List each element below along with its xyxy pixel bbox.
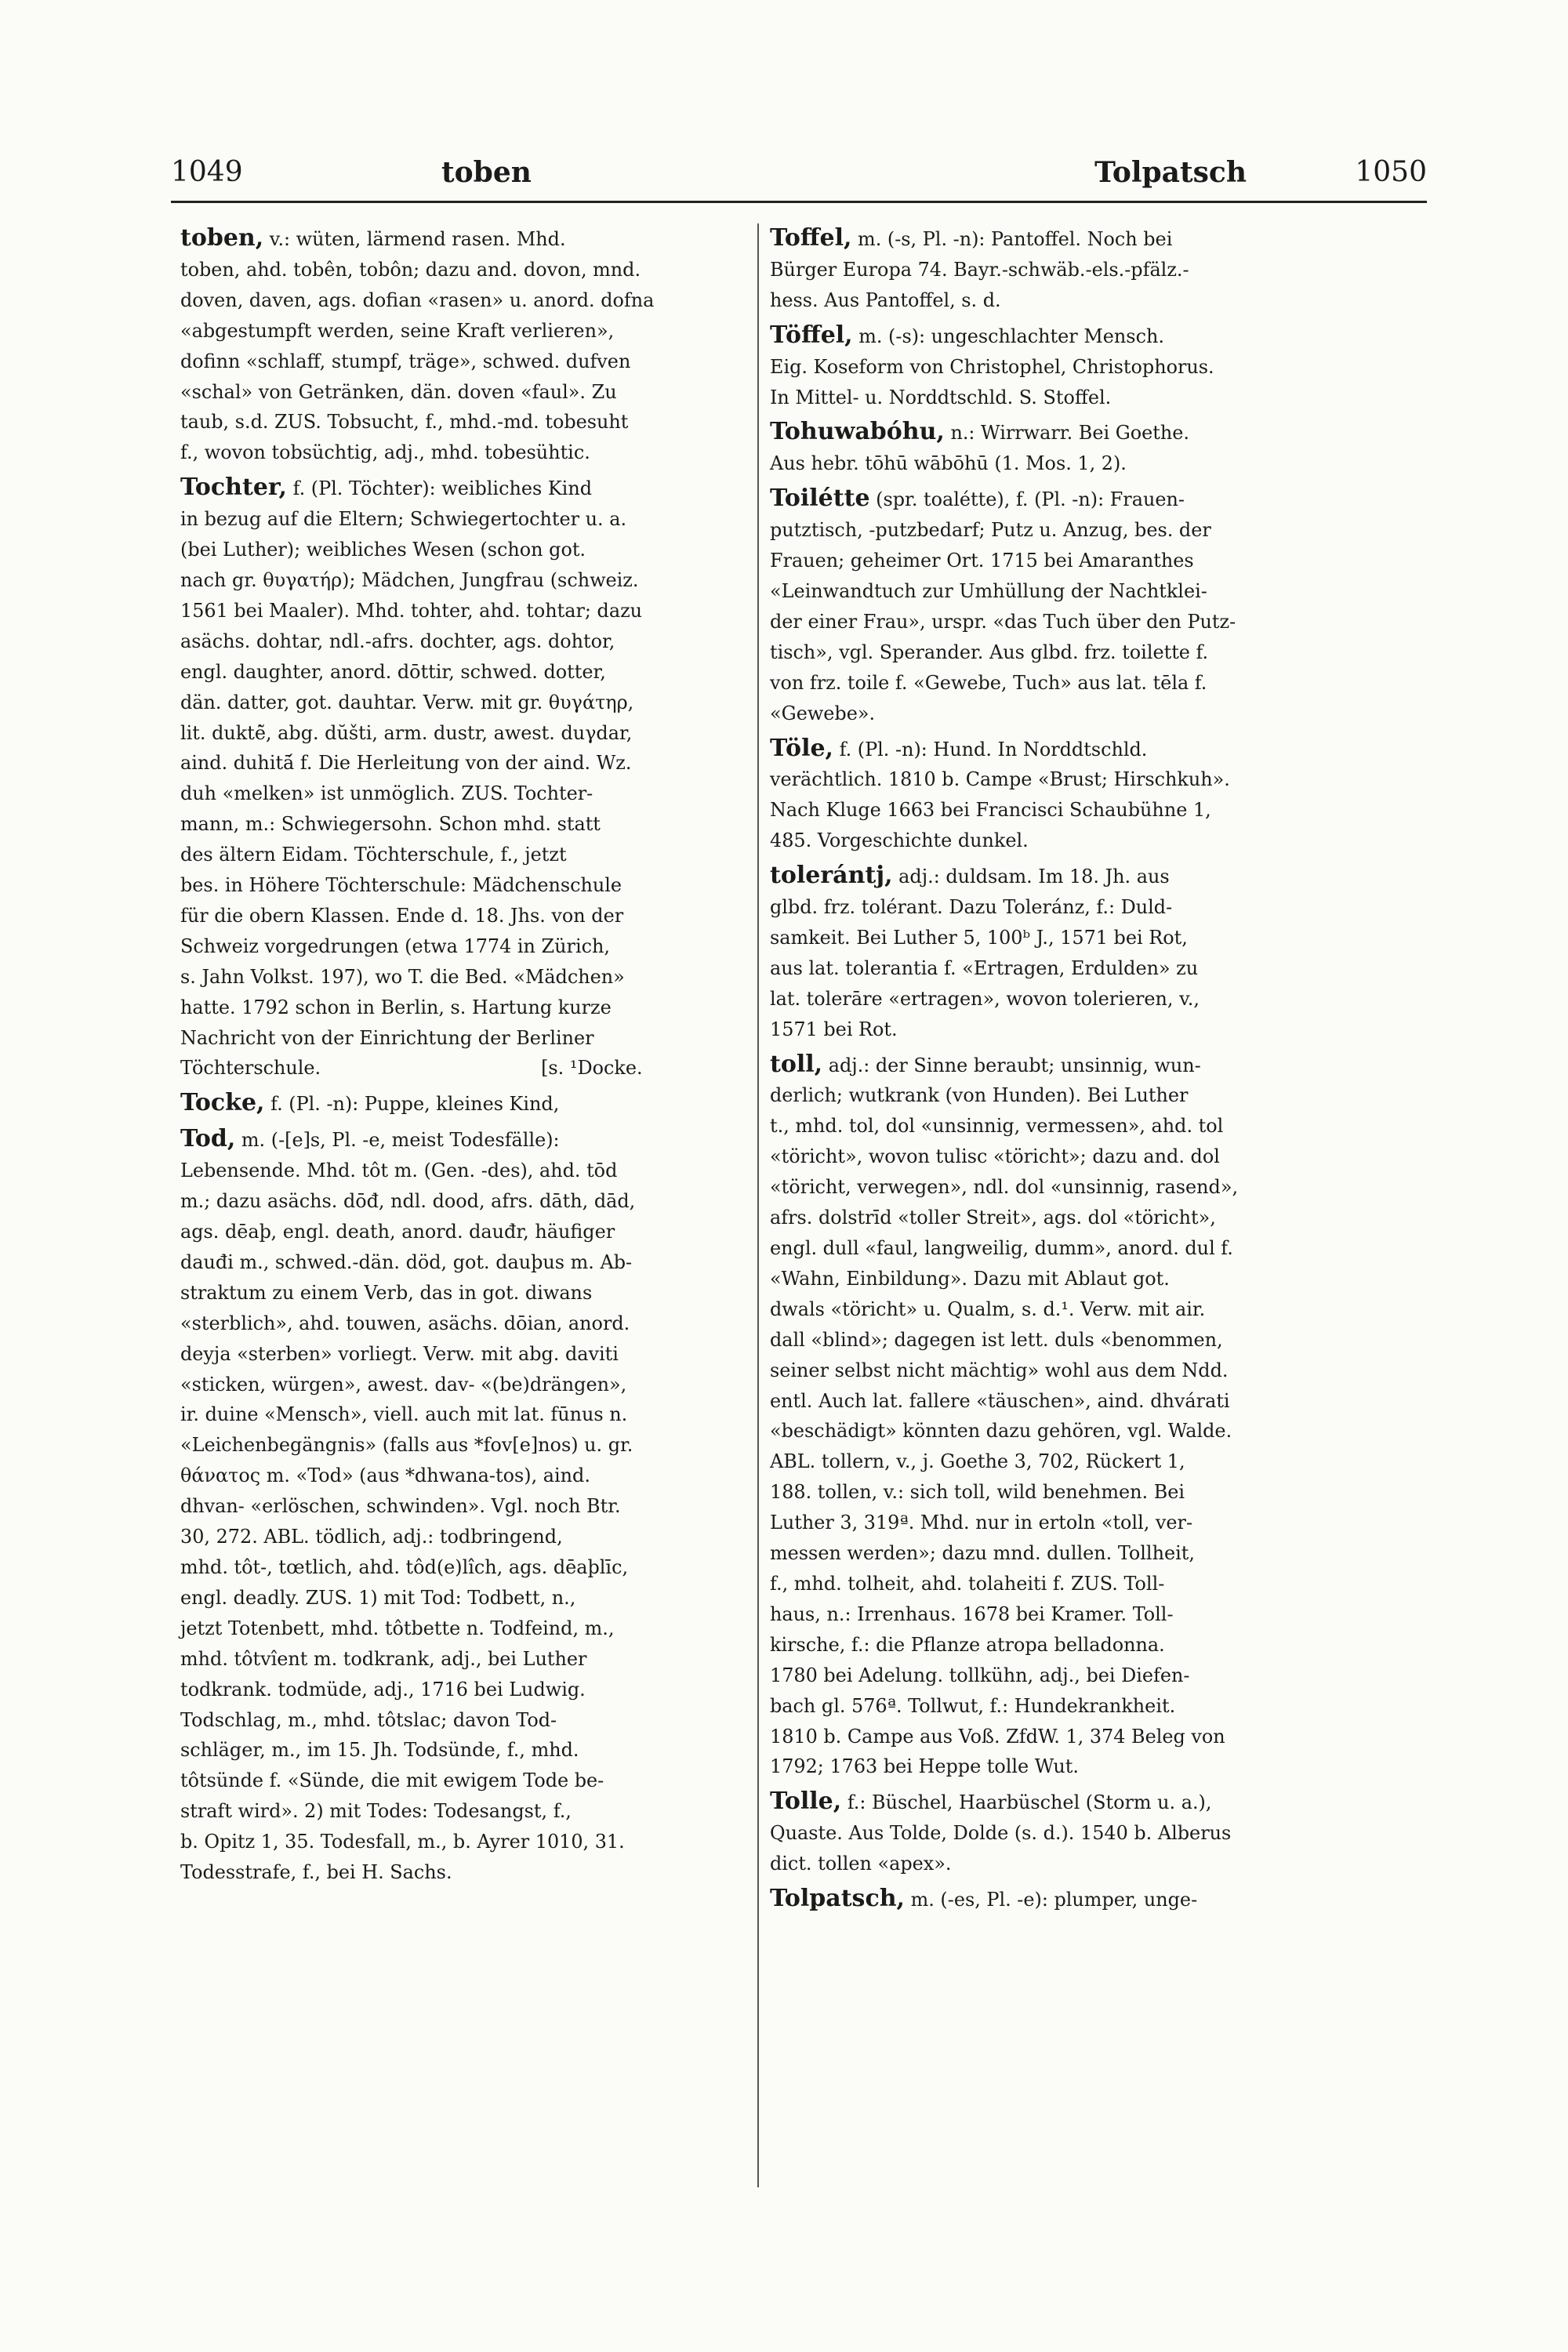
headword: toben, — [180, 224, 264, 252]
entry-tocke — [180, 1088, 742, 1124]
headword: Tolle, — [770, 1788, 842, 1816]
entry-text: m. (-s, Pl. -n): Pantoffel. Noch bei Bürger Europa 74. Bayr.-schwäb.-els.-pfälz.- hess. Aus Pantoffel, s. d. — [770, 228, 1189, 311]
left-column — [180, 223, 742, 1893]
entry-tolle — [770, 1787, 1331, 1884]
entry-toll — [770, 1050, 1331, 1788]
entry-tolerant — [770, 861, 1331, 1049]
entry-text: v.: wüten, lärmend rasen. Mhd. toben, ahd. tobên, tobôn; dazu and. dovon, mnd. doven, daven, ags. dofian «rasen» u. anord. dofna «abgestumpft werden, seine Kraft verlieren», dofinn «schlaff, stumpf, träge», schwed. dufven «schal» von Getränken, dän. doven «faul». Zu taub, s.d. ZUS. Tobsucht, f., mhd.-md. tobesuht f., wovon tobsüchtig, adj., mhd. tobesühtic. — [180, 228, 655, 464]
headword: Tochter, — [180, 474, 287, 502]
entry-text: m. (-[e]s, Pl. -e, meist Todesfälle): Lebensende. Mhd. tôt m. (Gen. -des), ahd. tōd m.; dazu asächs. dōđ, ndl. dood, afrs. dāth, dād, ags. dēaþ, engl. death, anord. dauđr, häufiger dauđi m., schwed.-dän. död, got. dauþus m. Ab- straktum zu einem Verb, das in got. diwans «sterblich», ahd. touwen, asächs. dōian, anord. deyja «sterben» vorliegt. Verw. mit abg. daviti «sticken, würgen», awest. dav- «(be)drängen», ir. duine «Mensch», viell. auch mit lat. fūnus n. «Leichenbegängnis» (falls aus *fov[e]nos) u. gr. θάνατος m. «Tod» (aus *dhwana-tos), aind. dhvan- «erlöschen, schwinden». Vgl. noch Btr. 30, 272. ABL. tödlich, adj.: todbringend, mhd. tôt-, tœtlich, ahd. tôd(e)lîch, ags. dēaþlīc, engl. deadly. ZUS. 1) mit Tod: Todbett, n., jetzt Totenbett, mhd. tôtbette n. Todfeind, m., mhd. tôtvîent m. todkrank, adj., bei Luther todkrank. todmüde, adj., 1716 bei Ludwig. Todschlag, m., mhd. tôtslac; davon Tod- schläger, m., im 15. Jh. Todsünde, f., mhd. tôtsünde f. «Sünde, die mit ewigem Tode be- straft wird». 2) mit Todes: Todesangst, f., b. Opitz 1, 35. Todesfall, m., b. Ayrer 1010, 31. Todesstrafe, f., bei H. Sachs. — [180, 1129, 636, 1884]
entry-toeffel — [770, 321, 1331, 418]
entry-tohuwabohu — [770, 417, 1331, 484]
entry-text: f.: Büschel, Haarbüschel (Storm u. a.), Quaste. Aus Tolde, Dolde (s. d.). 1540 b. Alberus dict. tollen «apex». — [770, 1791, 1232, 1875]
page-number-left: 1049 — [171, 156, 243, 188]
right-column — [770, 223, 1331, 1920]
entry-tochter — [180, 473, 742, 1088]
headword: Töle, — [770, 734, 833, 762]
entry-text: (spr. toalétte), f. (Pl. -n): Frauen- putztisch, -putzbedarf; Putz u. Anzug, bes. der Frauen; geheimer Ort. 1715 bei Amaranthes «Leinwandtuch zur Umhüllung der Nachtklei- der einer Frau», urspr. «das Tuch über den Putz- tisch», vgl. Sperander. Aus glbd. frz. toilette f. von frz. toile f. «Gewebe, Tuch» aus lat. tēla f. «Gewebe». — [770, 488, 1236, 724]
entry-toffel — [770, 223, 1331, 321]
headword: Tolpatsch, — [770, 1885, 905, 1913]
entry-text: f. (Pl. -n): Hund. In Norddtschld. verächtlich. 1810 b. Campe «Brust; Hirschkuh». Nach Kluge 1663 bei Francisci Schaubühne 1, 485. Vorgeschichte dunkel. — [770, 738, 1230, 852]
headword: toll, — [770, 1050, 823, 1078]
headword: Tohuwabóhu, — [770, 418, 945, 446]
entry-text: n.: Wirrwarr. Bei Goethe. Aus hebr. tōhū wābōhū (1. Mos. 1, 2). — [770, 422, 1190, 475]
entry-text: adj.: der Sinne beraubt; unsinnig, wun- derlich; wutkrank (von Hunden). Bei Luther t., mhd. tol, dol «unsinnig, vermessen», ahd. tol «töricht», wovon tulisc «töricht»; dazu and. dol «töricht, verwegen», ndl. dol «unsinnig, rasend», afrs. dolstrīd «toller Streit», ags. dol «töricht», engl. dull «faul, langweilig, dumm», anord. dul f. «Wahn, Einbildung». Dazu mit Ablaut got. dwals «töricht» u. Qualm, s. d.¹. Verw. mit air. dall «blind»; dagegen ist lett. duls «benommen, seiner selbst nicht mächtig» wohl aus dem Ndd. entl. Auch lat. fallere «täuschen», aind. dhvárati «beschädigt» könnten dazu gehören, vgl. Walde. ABL. tollern, v., j. Goethe 3, 702, Rückert 1, 188. tollen, v.: sich toll, wild benehmen. Bei Luther 3, 319ª. Mhd. nur in ertoln «toll, ver- messen werden»; dazu mnd. dullen. Tollheit, f., mhd. tolheit, ahd. tolaheiti f. ZUS. Toll- haus, n.: Irrenhaus. 1678 bei Kramer. Toll- kirsche, f.: die Pflanze atropa belladonna. 1780 bei Adelung. tollkühn, adj., bei Diefen- bach gl. 576ª. Tollwut, f.: Hundekrankheit. 1810 b. Campe aus Voß. ZfdW. 1, 374 Beleg von 1792; 1763 bei Heppe tolle Wut. — [770, 1054, 1239, 1778]
running-header — [171, 154, 1427, 191]
headword: tolerántj, — [770, 862, 893, 890]
entry-text: m. (-es, Pl. -e): plumper, unge- — [904, 1889, 1198, 1911]
header-rule — [171, 201, 1427, 203]
entry-text: m. (-s): ungeschlachter Mensch. Eig. Koseform von Christophel, Christophorus. In Mittel- u. Norddtschld. S. Stoffel. — [770, 325, 1214, 408]
headword: Töffel, — [770, 321, 853, 349]
entry-tolpatsch — [770, 1884, 1331, 1920]
headword: Toilétte — [770, 485, 870, 513]
entry-text: f. (Pl. Töchter): weibliches Kind in bezug auf die Eltern; Schwiegertochter u. a. (bei Luther); weibliches Wesen (schon got. nach gr. θυγατήρ); Mädchen, Jungfrau (schweiz. 1561 bei Maaler). Mhd. tohter, ahd. tohtar; dazu asächs. dohtar, ndl.-afrs. dochter, ags. dohtor, engl. daughter, anord. dōttir, schwed. dotter, dän. datter, got. dauhtar. Verw. mit gr. θυγάτηρ, lit. duktė̃, abg. dŭšti, arm. dustr, awest. duγdar, aind. duhitā́ f. Die Herleitung von der aind. Wz. duh «melken» ist unmöglich. ZUS. Tochter- mann, m.: Schwiegersohn. Schon mhd. statt des ältern Eidam. Töchterschule, f., jetzt bes. in Höhere Töchterschule: Mädchenschule für die obern Klassen. Ende d. 18. Jhs. von der Schweiz vorgedrungen (etwa 1774 in Zürich, s. Jahn Volkst. 197), wo T. die Bed. «Mädchen» hatte. 1792 schon in Berlin, s. Hartung kurze Nachricht von der Einrichtung der Berliner Töchterschule. [s. ¹Docke. — [180, 477, 643, 1080]
entry-tod — [180, 1124, 742, 1893]
entry-toilette — [770, 484, 1331, 733]
entry-toben — [180, 223, 742, 473]
entry-text: adj.: duldsam. Im 18. Jh. aus glbd. frz. tolérant. Dazu Toleránz, f.: Duld- samkeit. Bei Luther 5, 100ᵇ J., 1571 bei Rot, aus lat. tolerantia f. «Ertragen, Erdulden» zu lat. tolerāre «ertragen», wovon tolerieren, v., 1571 bei Rot. — [770, 866, 1200, 1040]
page-number-right: 1050 — [1355, 156, 1427, 188]
running-headword-right: Tolpatsch — [1094, 156, 1247, 189]
entry-toele — [770, 734, 1331, 862]
headword: Tod, — [180, 1125, 236, 1153]
running-headword-left: toben — [441, 156, 532, 189]
headword: Toffel, — [770, 224, 852, 252]
headword: Tocke, — [180, 1089, 265, 1117]
entry-text: f. (Pl. -n): Puppe, kleines Kind, — [264, 1093, 560, 1116]
column-divider — [757, 223, 759, 2187]
